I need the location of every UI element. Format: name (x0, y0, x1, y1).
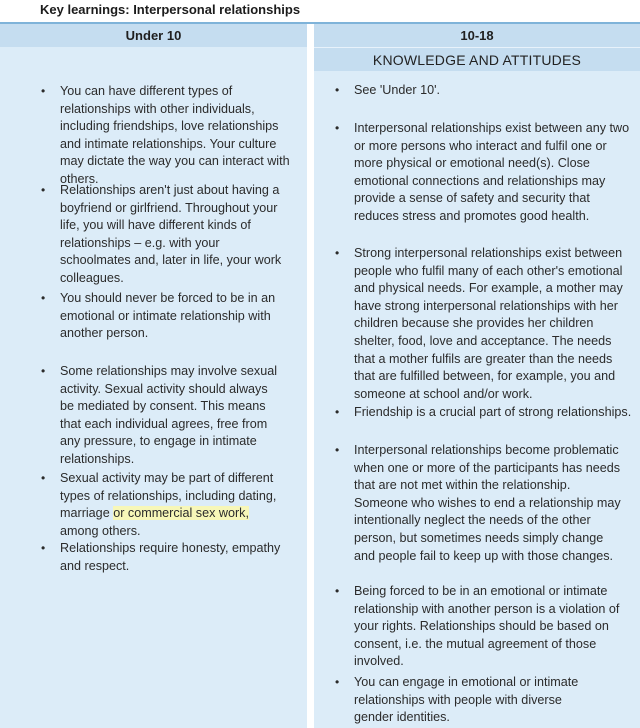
bullet-icon: • (41, 471, 46, 485)
bullet-icon: • (335, 83, 340, 97)
bullet-icon: • (41, 84, 46, 98)
section-subheading: KNOWLEDGE AND ATTITUDES (314, 47, 640, 71)
column-10-18 (314, 24, 640, 728)
list-item: • See 'Under 10'. (354, 82, 624, 100)
column-under-10 (0, 24, 307, 728)
list-item: • You can have different types of relationships with other individuals, including friendships, love relationships and intimate relationships. Your culture may dictate the way you can interact with others. (41, 84, 290, 186)
bullet-icon: • (41, 541, 46, 555)
list-item: • Relationships require honesty, empathy and respect. (41, 541, 281, 573)
bullet-icon: • (41, 364, 46, 378)
list-item: • Friendship is a crucial part of strong relationships. (354, 404, 632, 422)
bullet-icon: • (335, 405, 340, 419)
page-title: Key learnings: Interpersonal relationships (40, 2, 301, 17)
bullet-icon: • (335, 121, 340, 135)
list-item: • Interpersonal relationships exist between any two or more persons who interact and fulfil one or more physical or emotional need(s). Close emotional connections and relationships may provide a sense of safety and security that reduces stress and promotes good health. (335, 121, 630, 223)
list-item: • You can engage in emotional or intimate relationships with people with diverse gender identities. (335, 675, 579, 725)
bullet-icon: • (41, 291, 46, 305)
list-item: • You should never be forced to be in an emotional or intimate relationship with another person. (41, 291, 276, 341)
column-gutter (307, 24, 314, 728)
column-header-under-10: Under 10 (0, 24, 307, 47)
bullet-icon: • (335, 675, 340, 689)
list-item: • Sexual activity may be part of different types of relationships, including dating, marriage or commercial sex work, among others. (41, 471, 277, 538)
bullet-icon: • (41, 183, 46, 197)
list-item: • Being forced to be in an emotional or intimate relationship with another person is a violation of your rights. Relationships should be based on consent, i.e. the mutual agreement of those involved. (335, 584, 620, 669)
list-item: • Strong interpersonal relationships exist between people who fulfil many of each other's emotional and physical needs. For example, a mother may have strong interpersonal relationships with her children because she provides her children shelter, food, love and acceptance. The needs that a mother fulfils are greater than the needs that are fulfilled between, for example, you and someone at school and/or work. (335, 246, 623, 401)
bullet-icon: • (335, 246, 340, 260)
list-item: • Interpersonal relationships become problematic when one or more of the participants has needs that are not met within the relationship. Someone who wishes to end a relationship may intentionally neglect the needs of the other person, but sometimes needs simply change and people fail to keep up with those changes. (335, 443, 621, 563)
list-item: • Relationships aren't just about having a boyfriend or girlfriend. Throughout your life, you will have different kinds of relationships – e.g. with your schoolmates and, later in life, your work colleagues. (41, 183, 282, 285)
column-header-10-18: 10-18 (314, 24, 640, 47)
bullet-icon: • (335, 584, 340, 598)
bullet-icon: • (335, 443, 340, 457)
highlighted-text: or commercial sex work, (113, 506, 249, 521)
list-item: • Some relationships may involve sexual activity. Sexual activity should always be mediated by consent. This means that each individual agrees, free from any pressure, to engage in intimate relationships. (41, 364, 277, 466)
